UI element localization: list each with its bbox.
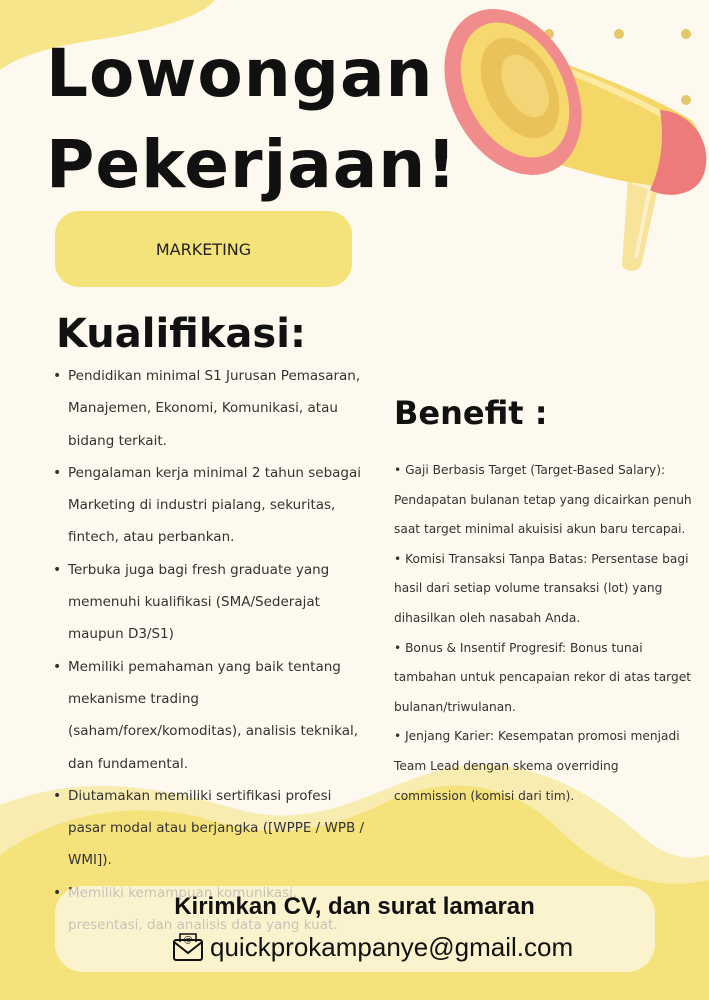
qualifications-list <box>52 360 372 941</box>
list-item <box>52 457 372 554</box>
page-title-line2: Pekerjaan! <box>46 126 458 203</box>
envelope-at-icon <box>172 932 204 962</box>
email-address[interactable]: quickprokampanye@gmail.com <box>210 931 574 962</box>
list-item-text: Pengalaman kerja minimal 2 tahun sebagai Marketing di industri pialang, sekuritas, fintech, atau perbankan. <box>68 464 362 546</box>
list-item <box>52 651 372 780</box>
list-item-text: Diutamakan memiliki sertifikasi profesi pasar modal atau berjangka ([WPPE / WPB / WMI]). <box>68 787 365 869</box>
list-item-text: Pendidikan minimal S1 Jurusan Pemasaran, Manajemen, Ekonomi, Komunikasi, atau bidang terkait. <box>68 368 361 449</box>
list-item-text: Terbuka juga bagi fresh graduate yang memenuhi kualifikasi (SMA/Sederajat maupun D3/S1) <box>68 561 330 643</box>
benefits-list <box>394 456 694 811</box>
benefit-item: • Komisi Transaksi Tanpa Batas: Persentase bagi hasil dari setiap volume transaksi (lot) yang dihasilkan oleh nasabah Anda. <box>394 551 689 625</box>
list-item <box>52 554 372 651</box>
cta-heading: Kirimkan CV, dan surat lamaran <box>174 893 535 920</box>
position-label: MARKETING <box>155 239 252 259</box>
cta-email[interactable] <box>172 930 573 964</box>
benefit-item: • Bonus & Insentif Progresif: Bonus tunai tambahan untuk pencapaian rekor di atas target bulanan/triwulanan. <box>394 640 691 714</box>
megaphone-icon <box>417 0 706 271</box>
benefit-item: • Gaji Berbasis Target (Target-Based Salary): Pendapatan bulanan tetap yang dicairkan penuh saat target minimal akuisisi akun baru tercapai. <box>394 463 692 537</box>
bullet-icon: • <box>53 787 62 804</box>
page-title-line1: Lowongan <box>46 35 434 112</box>
position-badge <box>55 211 352 287</box>
svg-text:@: @ <box>183 935 193 945</box>
bullet-icon: • <box>53 884 62 901</box>
list-item <box>52 780 372 877</box>
qualifications-heading: Kualifikasi: <box>56 311 306 357</box>
bullet-icon: • <box>53 561 62 578</box>
bullet-icon: • <box>53 464 62 481</box>
bullet-icon: • <box>53 658 62 675</box>
benefits-heading: Benefit : <box>394 394 548 432</box>
benefit-item: • Jenjang Karier: Kesempatan promosi menjadi Team Lead dengan skema overriding commission (komisi dari tim). <box>394 729 680 803</box>
list-item-text: Memiliki pemahaman yang baik tentang mekanisme trading (saham/forex/komoditas), analisis teknikal, dan fundamental. <box>68 658 359 772</box>
bullet-icon: • <box>53 368 62 384</box>
list-item <box>52 360 372 457</box>
